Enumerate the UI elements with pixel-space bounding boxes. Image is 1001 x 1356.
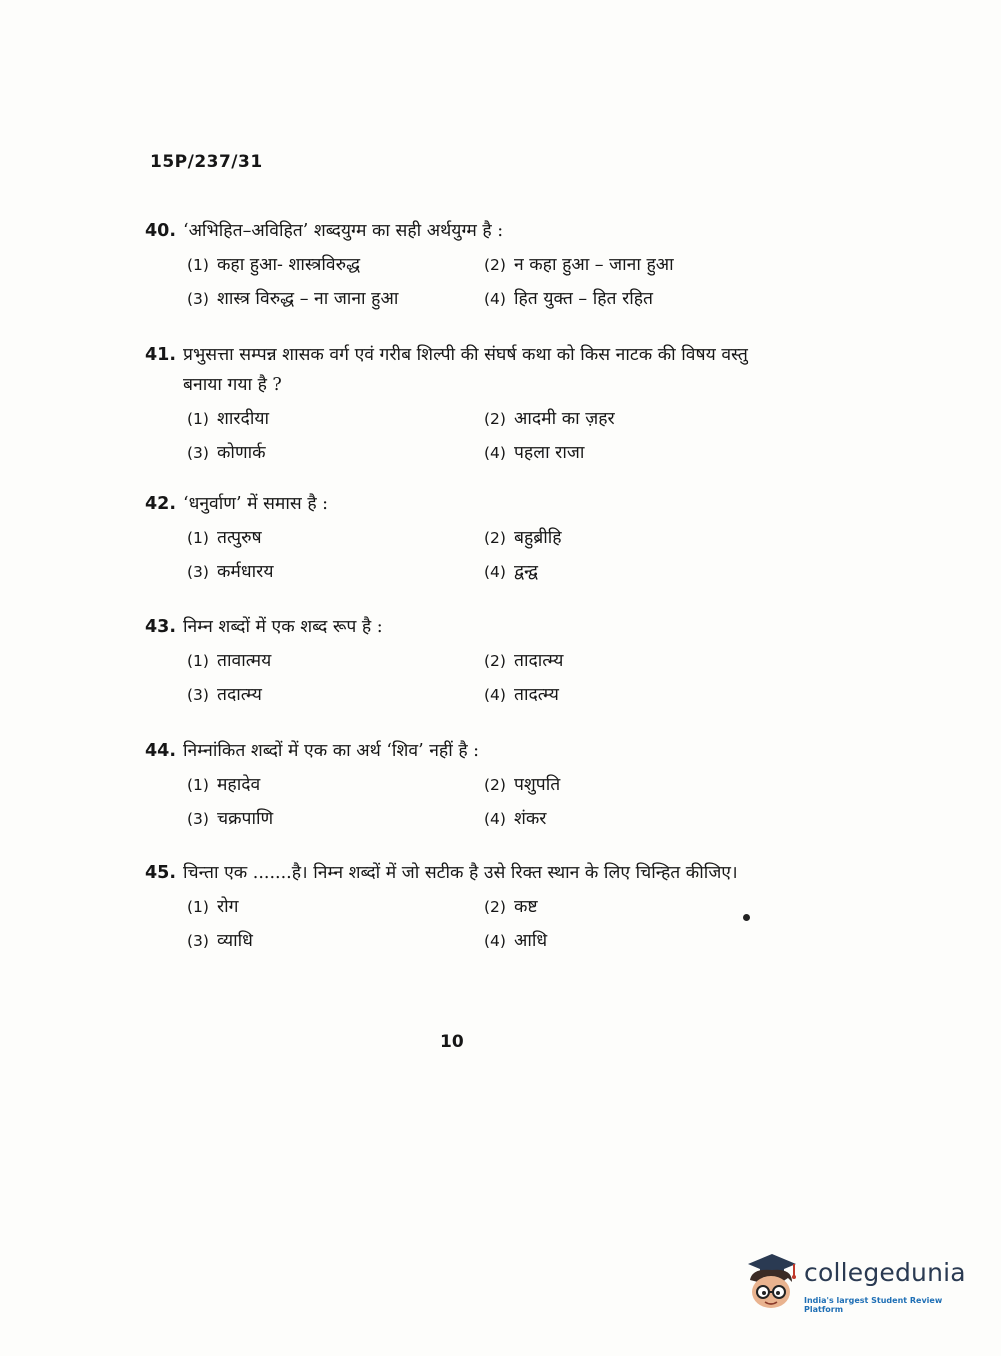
question-number: 44.	[145, 741, 177, 761]
option-1: (1) शारदीया	[187, 409, 270, 429]
question-text: निम्नांकित शब्दों में एक का अर्थ ‘शिव’ नहीं है :	[183, 741, 480, 761]
mascot-icon	[742, 1250, 800, 1312]
option-3: (3) व्याधि	[187, 931, 253, 951]
question-number: 41.	[145, 345, 177, 365]
option-3: (3) चक्रपाणि	[187, 809, 274, 829]
option-2: (2) पशुपति	[484, 775, 561, 795]
option-3: (3) तदात्म्य	[187, 685, 262, 705]
option-2: (2) तादात्म्य	[484, 651, 564, 671]
option-1: (1) महादेव	[187, 775, 261, 795]
option-4: (4) शंकर	[484, 809, 547, 829]
options	[187, 770, 785, 838]
option-1: (1) रोग	[187, 897, 239, 917]
question-40	[145, 216, 785, 318]
question-text: निम्न शब्दों में एक शब्द रूप है :	[183, 617, 383, 637]
option-4: (4) हित युक्त – हित रहित	[484, 289, 654, 309]
option-1: (1) तावात्मय	[187, 651, 272, 671]
question-number: 43.	[145, 617, 177, 637]
options	[187, 892, 785, 960]
option-4: (4) द्वन्द्व	[484, 562, 538, 582]
collegedunia-watermark	[742, 1250, 972, 1316]
question-44	[145, 736, 785, 838]
option-1: (1) तत्पुरुष	[187, 528, 262, 548]
question-text: ‘धनुर्वाण’ में समास है :	[183, 494, 329, 514]
question-45	[145, 858, 785, 960]
option-3: (3) कर्मधारय	[187, 562, 274, 582]
option-4: (4) तादत्म्य	[484, 685, 559, 705]
question-42	[145, 489, 785, 591]
question-text: चिन्ता एक .......है। निम्न शब्दों में जो सटीक है उसे रिक्त स्थान के लिए चिन्हित कीजिए।	[183, 863, 738, 883]
option-4: (4) पहला राजा	[484, 443, 585, 463]
paper-code: 15P/237/31	[150, 152, 263, 172]
option-2: (2) न कहा हुआ – जाना हुआ	[484, 255, 674, 275]
option-1: (1) कहा हुआ- शास्त्रविरुद्ध	[187, 255, 361, 275]
page-number: 10	[440, 1032, 464, 1052]
question-number: 42.	[145, 494, 177, 514]
question-text: ‘अभिहित–अविहित’ शब्दयुग्म का सही अर्थयुग्म है :	[183, 221, 504, 241]
option-2: (2) आदमी का ज़हर	[484, 409, 615, 429]
options	[187, 646, 785, 714]
option-2: (2) बहुब्रीहि	[484, 528, 562, 548]
question-43	[145, 612, 785, 714]
brand-tagline: India's largest Student Review Platform	[804, 1296, 943, 1314]
options	[187, 250, 785, 318]
option-2: (2) कष्ट	[484, 897, 538, 917]
question-41	[145, 340, 785, 472]
option-3: (3) कोणार्क	[187, 443, 266, 463]
option-3: (3) शास्त्र विरुद्ध – ना जाना हुआ	[187, 289, 399, 309]
option-4: (4) आधि	[484, 931, 548, 951]
question-number: 45.	[145, 863, 177, 883]
options	[187, 404, 785, 472]
brand-name: collegedunia	[804, 1258, 966, 1287]
question-number: 40.	[145, 221, 177, 241]
question-text: प्रभुसत्ता सम्पन्न शासक वर्ग एवं गरीब शिल्पी की संघर्ष कथा को किस नाटक की विषय वस्तु बनाया गया है ?	[183, 345, 748, 395]
options	[187, 523, 785, 591]
ink-dot	[743, 914, 750, 921]
